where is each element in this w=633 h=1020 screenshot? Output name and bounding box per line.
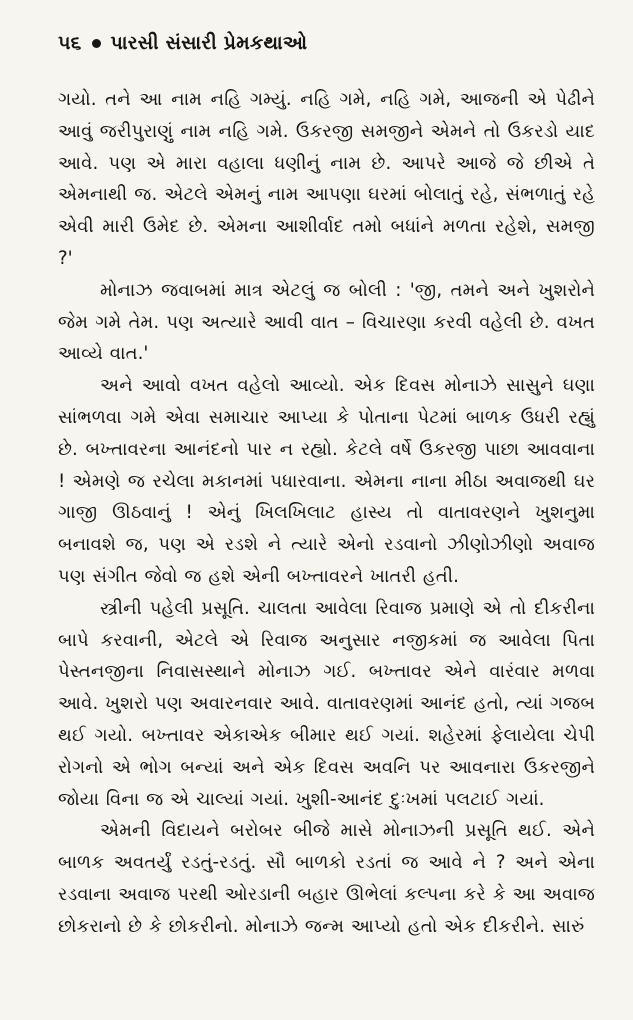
page-number: ૫૬	[58, 32, 82, 54]
paragraph: અને આવો વખત વહેલો આવ્યો. એક દિવસ મોનાઝે સાસુને ઘણા સાંભળવા ગમે એવા સમાચાર આપ્યા કે પોતાના પેટમાં બાળક ઉધરી રહ્યું છે. બખ્તાવરના આનંદનો પાર ન રહ્યો. કેટલે વર્ષે ઉકરજી પાછા આવવાના ! એમણે જ રચેલા મકાનમાં પધારવાના. એમના નાના મીઠા અવાજથી ઘર ગાજી ઊઠવાનું ! એનું ખિલખિલાટ હાસ્ય તો વાતાવરણને ખુશનુમા બનાવશે જ, પણ એ રડશે ને ત્યારે એનો રડવાનો ઝીણોઝીણો અવાજ પણ સંગીત જેવો જ હશે એની બખ્તાવરને ખાતરી હતી.	[58, 375, 595, 587]
body-text	[58, 84, 595, 943]
paragraph-continued: ગયો. તને આ નામ નહિ ગમ્યું. નહિ ગમે, નહિ ગમે, આજની એ પેઢીને આવું જરીપુરાણું નામ નહિ ગમે. ઉકરજી સમજીને એમને તો ઉકરડો યાદ આવે. પણ એ મારા વહાલા ધણીનું નામ છે. આપરે આજે જે છીએ તે એમનાથી જ. એટલે એમનું નામ આપણા ઘરમાં બોલાતું રહે, સંભળાતું રહે એવી મારી ઉમેદ છે. એમના આશીર્વાદ તમો બધાંને મળતા રહેશે, સમજી ?'	[58, 89, 595, 269]
paragraph: મોનાઝ જવાબમાં માત્ર એટલું જ બોલી : 'જી, તમને અને ખુશરોને જેમ ગમે તેમ. પણ અત્યારે આવી વાત – વિચારણા કરવી વહેલી છે. વખત આવ્યે વાત.'	[58, 279, 595, 365]
bullet-icon	[92, 39, 101, 48]
running-header	[58, 28, 595, 58]
book-title: પારસી સંસારી પ્રેમકથાઓ	[110, 32, 308, 54]
paragraph: એમની વિદાયને બરોબર બીજે માસે મોનાઝની પ્રસૂતિ થઈ. એને બાળક અવતર્યું રડતું-રડતું. સૌ બાળકો રડતાં જ આવે ને ? અને એના રડવાના અવાજ પરથી ઓરડાની બહાર ઊભેલાં કલ્પના કરે કે આ અવાજ છોકરાનો છે કે છોકરીનો. મોનાઝે જન્મ આપ્યો હતો એક દીકરીને. સારું	[58, 820, 595, 937]
paragraph: સ્ત્રીની પહેલી પ્રસૂતિ. ચાલતા આવેલા રિવાજ પ્રમાણે એ તો દીકરીના બાપે કરવાની, એટલે એ રિવાજ અનુસાર નજીકમાં જ આવેલા પિતા પેસ્તનજીના નિવાસસ્થાને મોનાઝ ગઈ. બખ્તાવર એને વારંવાર મળવા આવે. ખુશરો પણ અવારનવાર આવે. વાતાવરણમાં આનંદ હતો, ત્યાં ગજબ થઈ ગયો. બખ્તાવર એકાએક બીમાર થઈ ગયાં. શહેરમાં ફેલાયેલા ચેપી રોગનો એ ભોગ બન્યાં અને એક દિવસ અવનિ પર આવનારા ઉકરજીને જોયા વિના જ એ ચાલ્યાં ગયાં. ખુશી-આનંદ દુઃખમાં પલટાઈ ગયાં.	[58, 597, 595, 810]
